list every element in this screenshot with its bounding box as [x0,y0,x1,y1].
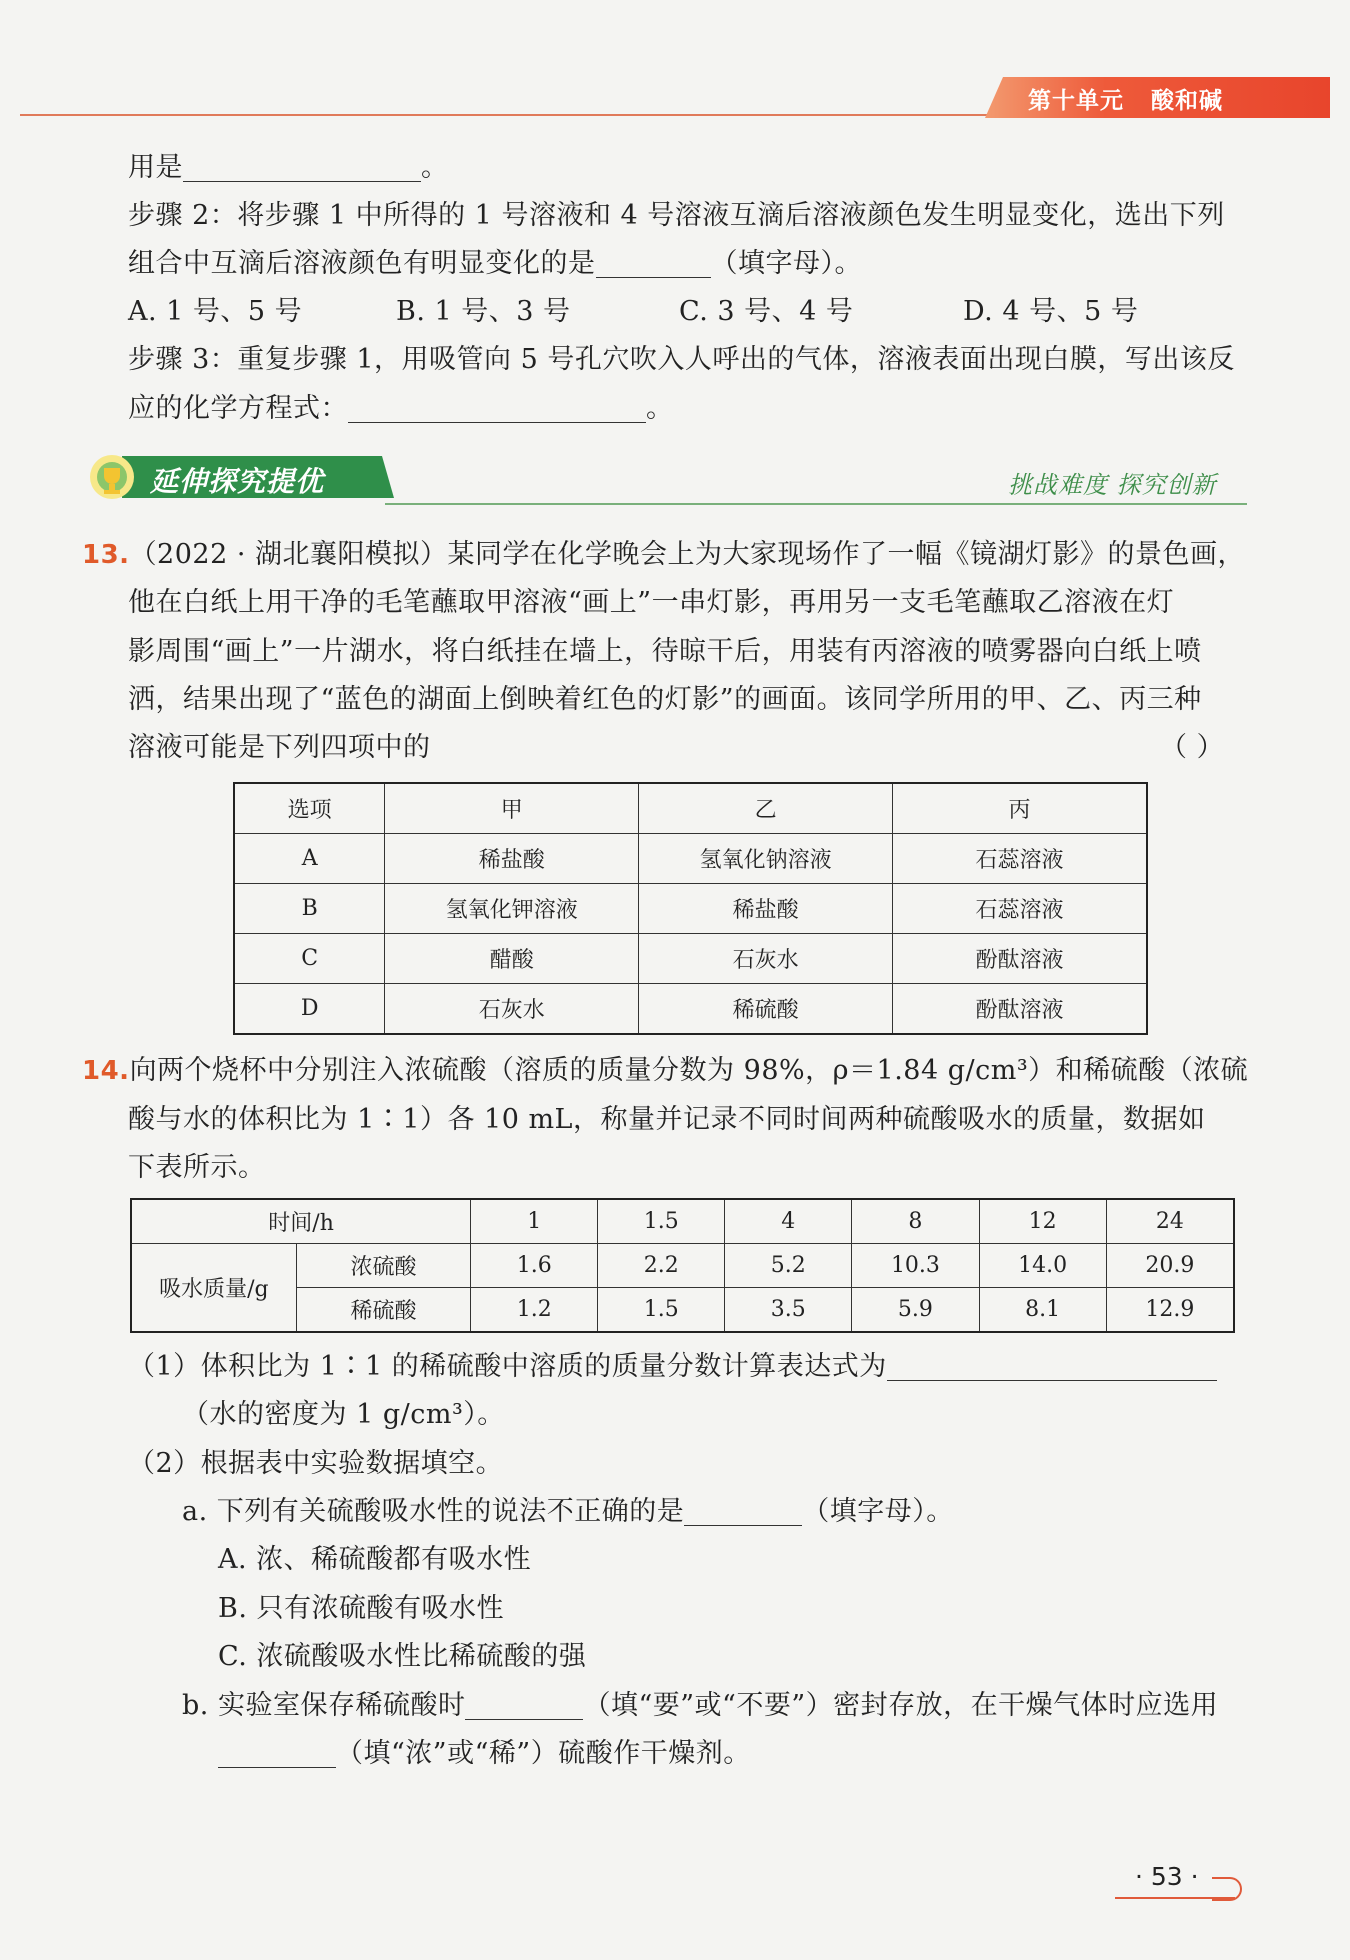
q14-line-3: 下表所示。 [128,1152,266,1183]
table-header: 4 [725,1199,852,1244]
answer-blank[interactable] [596,247,711,278]
q13-line-5: 溶液可能是下列四项中的 [128,732,431,763]
row-label: 稀硫酸 [296,1288,470,1333]
header-title [1028,82,1223,115]
table-cell: 氢氧化钠溶液 [639,834,893,884]
question-number: 13. [82,540,130,570]
table-cell: C [234,934,385,984]
q14-line-2: 酸与水的体积比为 1∶1）各 10 mL，称量并记录不同时间两种硫酸吸水的质量，数据如 [128,1104,1206,1135]
table-cell: 稀盐酸 [385,834,639,884]
table-cell: 1.6 [471,1244,598,1288]
q14-part-b-cont: （填“浓”或“稀”）硫酸作干燥剂。 [218,1734,751,1774]
table-cell: 酚酞溶液 [893,984,1147,1035]
group-label: 吸水质量/g [131,1244,296,1333]
section-rule [385,503,1247,505]
table-row [131,1244,1234,1288]
answer-blank[interactable] [465,1689,583,1720]
option-b: B. 1 号、3 号 [396,296,571,327]
table-header: 1.5 [598,1199,725,1244]
q14-line-1: 14.向两个烧杯中分别注入浓硫酸（溶质的质量分数为 98%，ρ＝1.84 g/cm³）和稀硫酸（浓硫 [82,1055,1249,1086]
table-cell: 石灰水 [639,934,893,984]
line-3: 组合中互滴后溶液颜色有明显变化的是 （填字母）。 [128,248,862,279]
table-cell: B [234,884,385,934]
table-header-row [131,1199,1234,1244]
table-cell: 3.5 [725,1288,852,1333]
q14-part-b: b. 实验室保存稀硫酸时 （填“要”或“不要”）密封存放，在干燥气体时应选用 [182,1690,1219,1721]
q13-line-2: 他在白纸上用干净的毛笔蘸取甲溶液“画上”一串灯影，再用另一支毛笔蘸取乙溶液在灯 [128,587,1175,618]
table-row [234,884,1147,934]
table-header: 甲 [385,783,639,834]
table-cell: 12.9 [1106,1288,1234,1333]
table-header: 8 [852,1199,979,1244]
table-header: 丙 [893,783,1147,834]
table-cell: 5.9 [852,1288,979,1333]
table-cell: 1.5 [598,1288,725,1333]
answer-paren[interactable]: （ ） [1160,732,1225,763]
topic-label: 酸和碱 [1151,88,1224,114]
option-c: C. 3 号、4 号 [679,296,854,327]
table-header: 选项 [234,783,385,834]
table-cell: D [234,984,385,1035]
table-cell: 5.2 [725,1244,852,1288]
line-1: 用是 。 [128,152,449,183]
option-d: D. 4 号、5 号 [963,296,1139,327]
table-cell: 醋酸 [385,934,639,984]
table-cell: 石蕊溶液 [893,834,1147,884]
table-cell: 8.1 [979,1288,1106,1333]
option-a: A. 1 号、5 号 [128,296,303,327]
page-arrow-icon [1212,1877,1242,1901]
q14-option-c: C. 浓硫酸吸水性比稀硫酸的强 [218,1641,587,1672]
q13-line-4: 洒，结果出现了“蓝色的湖面上倒映着红色的灯影”的画面。该同学所用的甲、乙、丙三种 [128,684,1202,715]
q13-table [233,782,1148,1035]
table-cell: 稀盐酸 [639,884,893,934]
answer-blank[interactable] [218,1737,336,1768]
line-6: 应的化学方程式： 。 [128,393,674,424]
answer-blank[interactable] [183,151,421,182]
q14-part-a: a. 下列有关硫酸吸水性的说法不正确的是 （填字母）。 [182,1496,954,1527]
table-cell: 1.2 [471,1288,598,1333]
section-subtitle: 挑战难度 探究创新 [1008,471,1217,499]
table-cell: 14.0 [979,1244,1106,1288]
table-row [234,984,1147,1035]
table-row [234,834,1147,884]
answer-blank[interactable] [887,1350,1217,1381]
table-cell: 20.9 [1106,1244,1234,1288]
table-cell: 酚酞溶液 [893,934,1147,984]
q14-option-a: A. 浓、稀硫酸都有吸水性 [218,1544,532,1575]
q14-part-1: （1）体积比为 1∶1 的稀硫酸中溶质的质量分数计算表达式为 [128,1347,1217,1387]
q14-part-1-cont: （水的密度为 1 g/cm³）。 [182,1399,505,1430]
row-label: 浓硫酸 [296,1244,470,1288]
answer-blank[interactable] [348,392,646,423]
answer-blank[interactable] [684,1495,802,1526]
trophy-icon [104,468,120,484]
table-row [131,1288,1234,1333]
table-header: 24 [1106,1199,1234,1244]
table-header-row [234,783,1147,834]
q14-option-b: B. 只有浓硫酸有吸水性 [218,1593,505,1624]
table-cell: 氢氧化钾溶液 [385,884,639,934]
q14-part-2: （2）根据表中实验数据填空。 [128,1448,504,1479]
line-5: 步骤 3：重复步骤 1，用吸管向 5 号孔穴吹入人呼出的气体，溶液表面出现白膜，写出该反 [128,344,1235,375]
table-cell: 稀硫酸 [639,984,893,1035]
line-2: 步骤 2：将步骤 1 中所得的 1 号溶液和 4 号溶液互滴后溶液颜色发生明显变化，选出下列 [128,200,1225,231]
table-cell: A [234,834,385,884]
page-number: · 53 · [1135,1862,1199,1891]
time-label: 时间/h [131,1199,471,1244]
table-cell: 2.2 [598,1244,725,1288]
question-number: 14. [82,1056,130,1086]
table-cell: 石灰水 [385,984,639,1035]
table-cell: 石蕊溶液 [893,884,1147,934]
table-header: 乙 [639,783,893,834]
q13-line-1: 13.（2022 · 湖北襄阳模拟）某同学在化学晚会上为大家现场作了一幅《镜湖灯影》的景色画， [82,539,1246,570]
q14-table [130,1198,1235,1333]
table-header: 12 [979,1199,1106,1244]
section-title: 延伸探究提优 [150,465,325,498]
table-row [234,934,1147,984]
unit-label: 第十单元 [1028,88,1124,114]
q13-line-3: 影周围“画上”一片湖水，将白纸挂在墙上，待晾干后，用装有丙溶液的喷雾器向白纸上喷 [128,636,1202,667]
table-cell: 10.3 [852,1244,979,1288]
table-header: 1 [471,1199,598,1244]
